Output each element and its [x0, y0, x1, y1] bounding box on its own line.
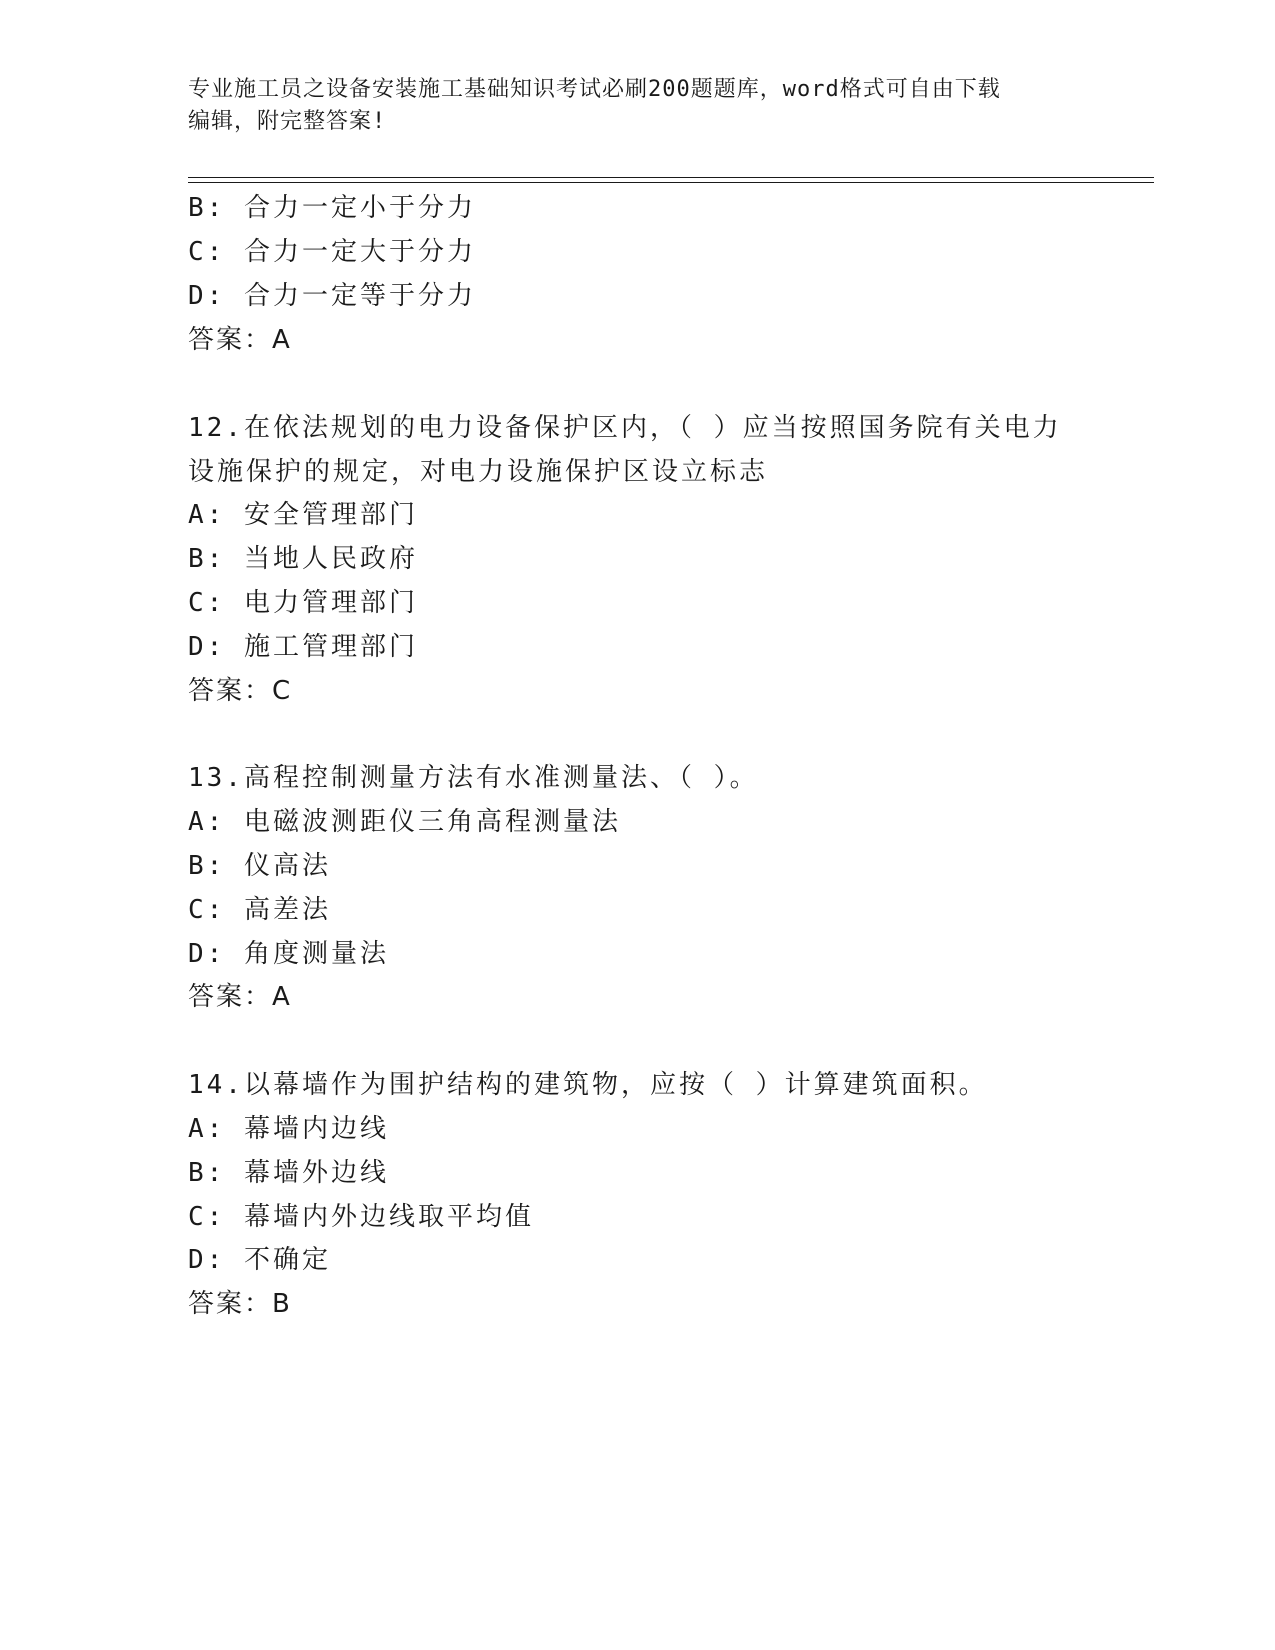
- q11-option-b: B: 合力一定小于分力: [188, 193, 476, 223]
- q13-answer: 答案：A: [188, 982, 292, 1012]
- q12-option-d: D: 施工管理部门: [188, 632, 418, 662]
- q14-option-d: D: 不确定: [188, 1245, 331, 1275]
- header-title-line-2: 编辑，附完整答案!: [188, 109, 387, 134]
- q14-option-a: A: 幕墙内边线: [188, 1114, 389, 1144]
- q13-option-d: D: 角度测量法: [188, 939, 389, 969]
- document-header: [188, 74, 1088, 138]
- header-divider-bottom: [188, 182, 1154, 183]
- q14-option-c: C: 幕墙内外边线取平均值: [188, 1202, 534, 1232]
- q13-option-b: B: 仪高法: [188, 851, 331, 881]
- header-divider-top: [188, 177, 1154, 178]
- q12-stem-line-1: 12.在依法规划的电力设备保护区内，（ ）应当按照国务院有关电力: [188, 413, 1062, 443]
- q13-option-c: C: 高差法: [188, 895, 331, 925]
- q11-option-d: D: 合力一定等于分力: [188, 281, 476, 311]
- q12-option-b: B: 当地人民政府: [188, 544, 418, 574]
- header-title-line-1: 专业施工员之设备安装施工基础知识考试必刷200题题库，word格式可自由下载: [188, 77, 1001, 102]
- q11-answer: 答案：A: [188, 325, 292, 355]
- q14-stem-line-1: 14.以幕墙作为围护结构的建筑物，应按（ ）计算建筑面积。: [188, 1070, 988, 1100]
- q13-stem-line-1: 13.高程控制测量方法有水准测量法、（ ）。: [188, 763, 759, 793]
- q13-option-a: A: 电磁波测距仪三角高程测量法: [188, 807, 621, 837]
- q12-option-a: A: 安全管理部门: [188, 500, 418, 530]
- q12-answer: 答案：C: [188, 676, 293, 706]
- q12-stem-line-2: 设施保护的规定，对电力设施保护区设立标志: [188, 457, 769, 487]
- q11-option-c: C: 合力一定大于分力: [188, 237, 476, 267]
- q12-option-c: C: 电力管理部门: [188, 588, 418, 618]
- q14-option-b: B: 幕墙外边线: [188, 1158, 389, 1188]
- q14-answer: 答案：B: [188, 1289, 292, 1319]
